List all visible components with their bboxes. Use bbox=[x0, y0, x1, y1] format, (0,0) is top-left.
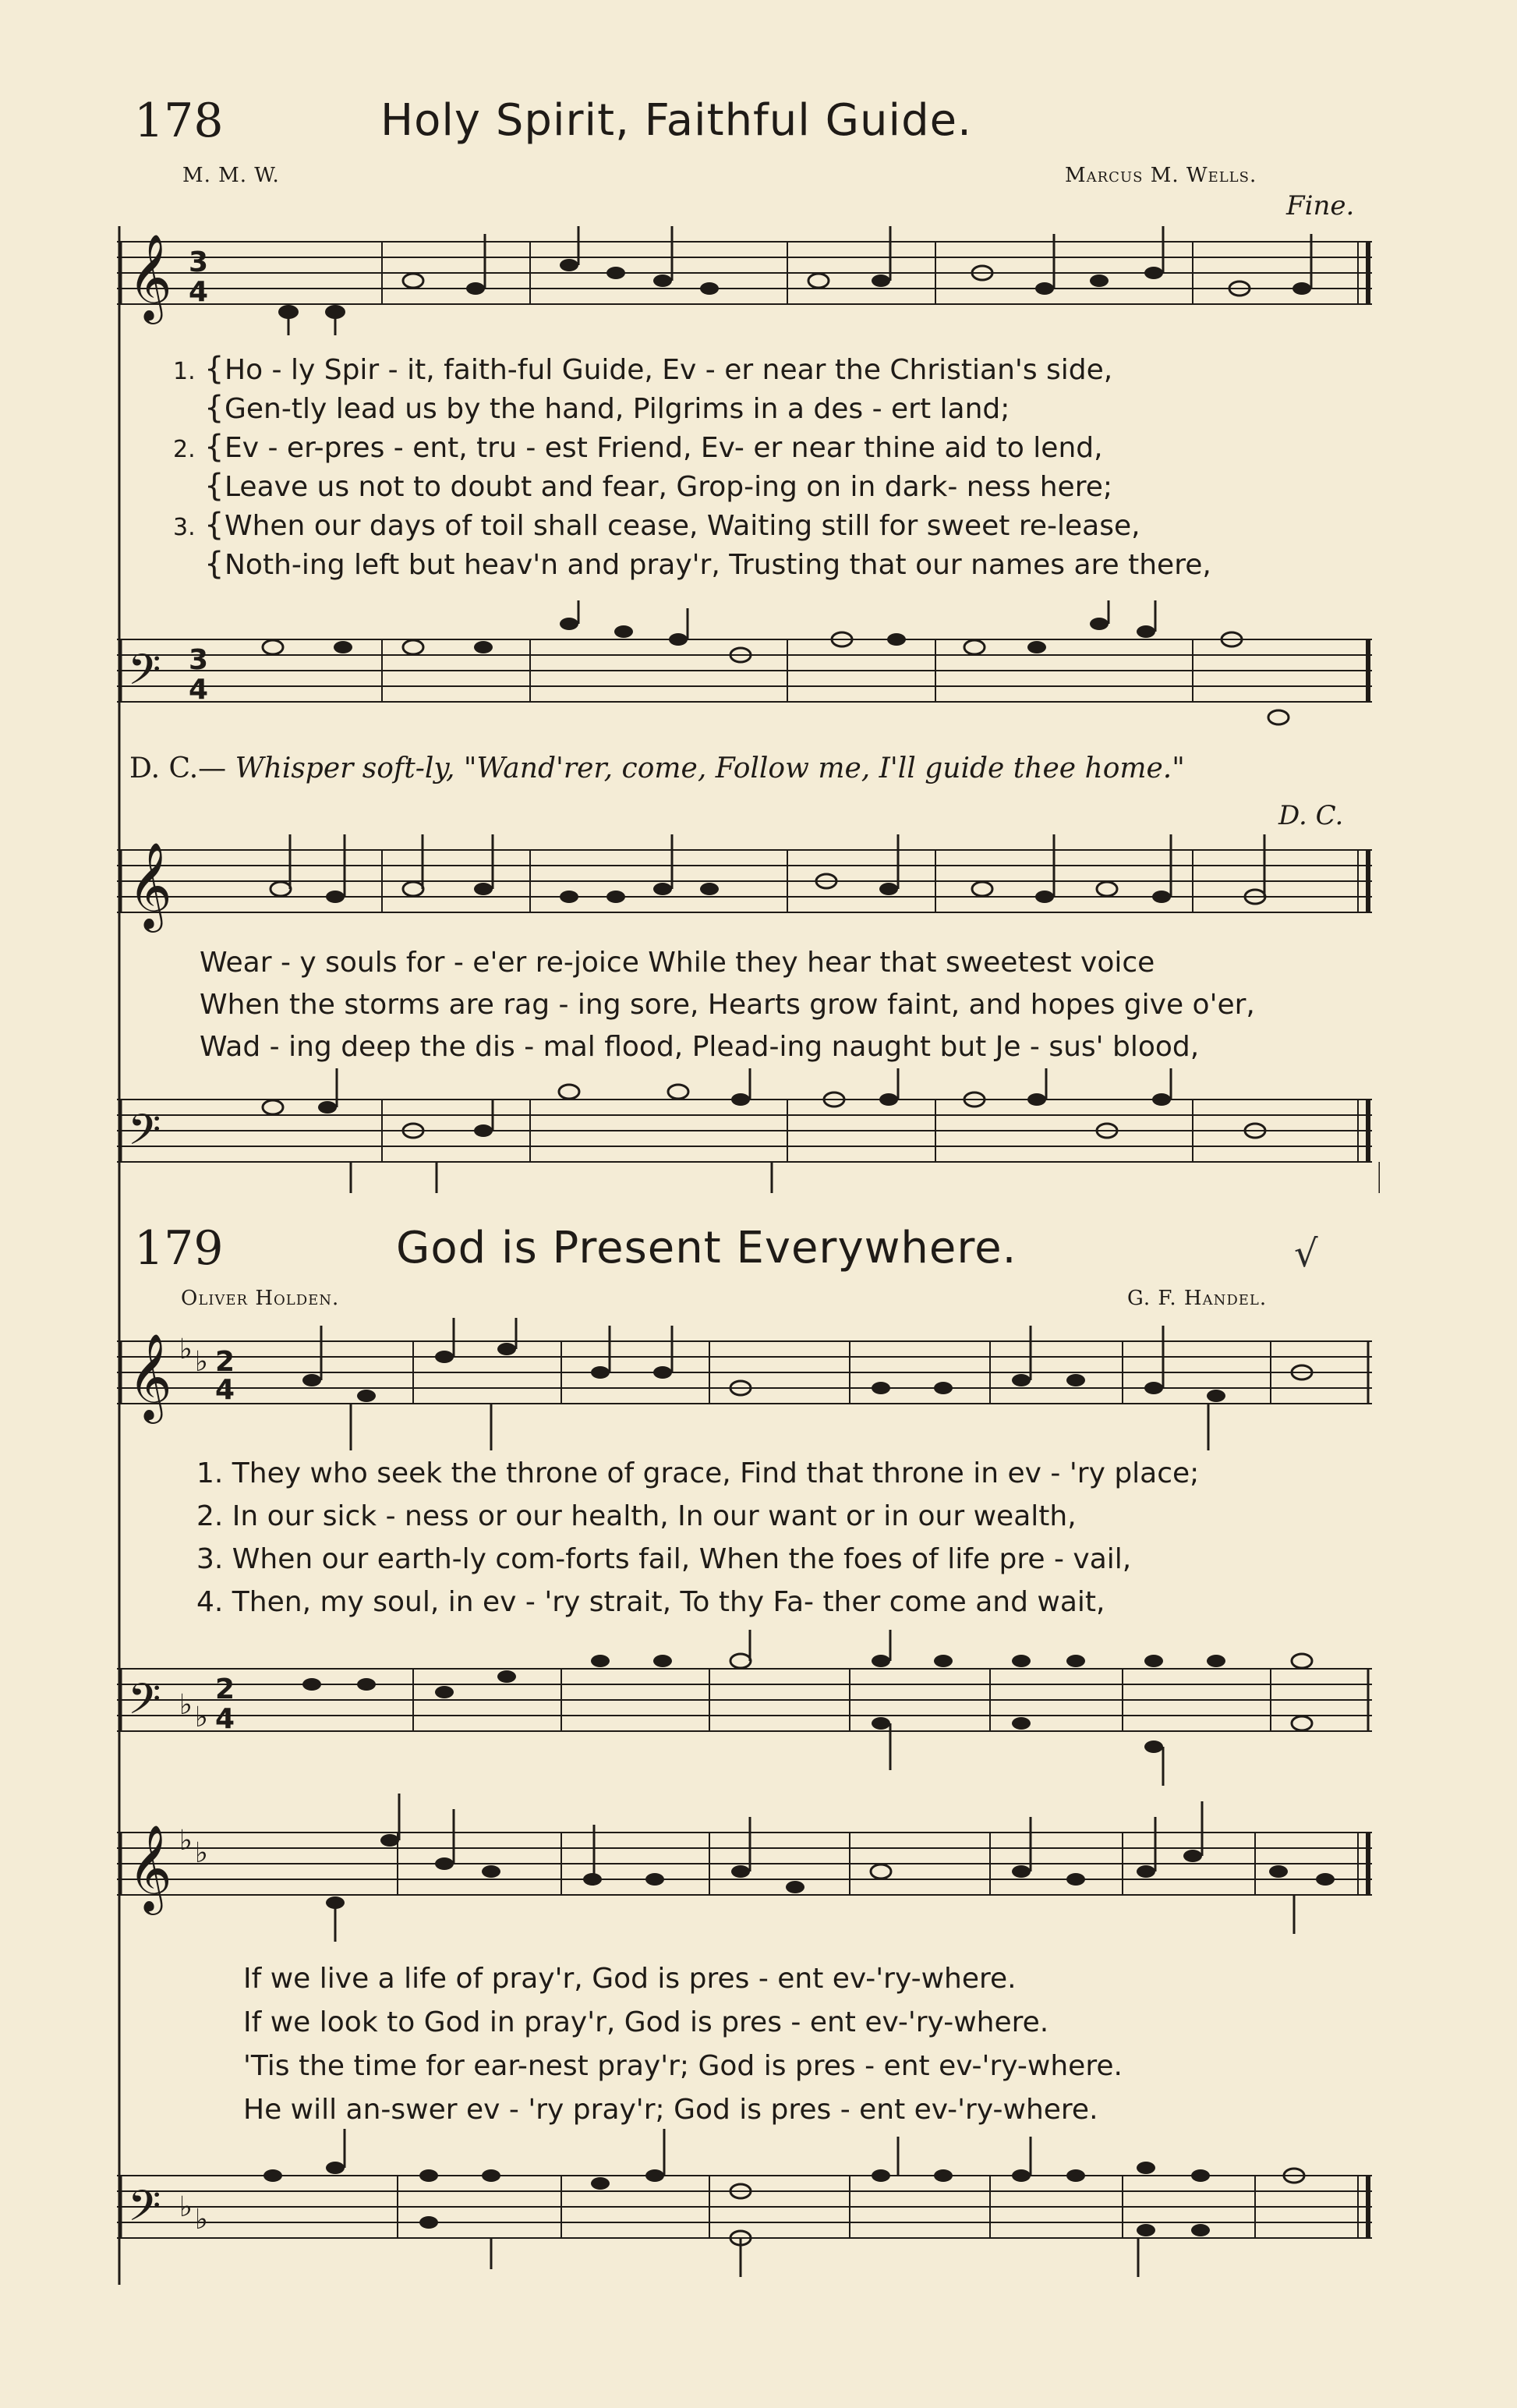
refrain-line-2: When the storms are rag - ing sore, Hearts grow faint, and hopes give o'er, bbox=[200, 989, 1255, 1021]
svg-text:𝄞: 𝄞 bbox=[128, 841, 172, 929]
hymn-178-author: M. M. W. bbox=[182, 164, 280, 187]
hymn-179-refrain bbox=[243, 1957, 1123, 2132]
hymn-178-refrain bbox=[200, 942, 1255, 1068]
staff-179-bass-2 bbox=[117, 2129, 1380, 2285]
svg-text:𝄢: 𝄢 bbox=[128, 645, 161, 705]
lyric-text: When our days of toil shall cease, Waiting still for sweet re-lease, bbox=[225, 510, 1140, 542]
hymn-178-title: Holy Spirit, Faithful Guide. bbox=[380, 95, 972, 146]
verse-number: 3. bbox=[173, 514, 196, 541]
staff-179-treble-1 bbox=[117, 1318, 1380, 1458]
svg-text:♭: ♭ bbox=[195, 1837, 208, 1869]
staff-178-bass-1 bbox=[117, 600, 1380, 733]
svg-text:𝄞: 𝄞 bbox=[128, 1333, 172, 1420]
refrain-line-4: He will an-swer ev - 'ry pray'r; God is pres - ent ev-'ry-where. bbox=[243, 2094, 1098, 2126]
svg-text:♭: ♭ bbox=[179, 1825, 193, 1857]
staff-178-bass-2 bbox=[117, 1068, 1380, 1201]
lyric-text: Ev - er-pres - ent, tru - est Friend, Ev- er near thine aid to lend, bbox=[225, 432, 1103, 464]
svg-text:𝄞: 𝄞 bbox=[128, 233, 172, 320]
checkmark-icon: √ bbox=[1294, 1232, 1318, 1276]
hymn-179-composer: G. F. Handel. bbox=[1127, 1287, 1268, 1310]
svg-text:𝄢: 𝄢 bbox=[128, 1674, 161, 1734]
dc-instruction bbox=[129, 752, 1185, 784]
refrain-line-1: Wear - y souls for - e'er re-joice While they hear that sweetest voice bbox=[200, 947, 1155, 979]
hymn-179-number: 179 bbox=[134, 1221, 224, 1276]
svg-text:𝄞: 𝄞 bbox=[128, 1824, 172, 1911]
lyric-text: Leave us not to doubt and fear, Grop-ing on in dark- ness here; bbox=[225, 471, 1112, 503]
verse-2-line-2: {Leave us not to doubt and fear, Grop-ing on in dark- ness here; bbox=[204, 468, 1112, 504]
svg-text:4: 4 bbox=[215, 1374, 235, 1406]
svg-text:♭: ♭ bbox=[179, 1333, 193, 1365]
refrain-line-2: If we look to God in pray'r, God is pres - ent ev-'ry-where. bbox=[243, 2006, 1049, 2038]
hymn-179-title: God is Present Everywhere. bbox=[396, 1223, 1017, 1273]
svg-text:♭: ♭ bbox=[179, 2191, 193, 2223]
svg-text:4: 4 bbox=[189, 674, 209, 706]
verse-2-line: 2. In our sick - ness or our health, In our want or in our wealth, bbox=[196, 1500, 1077, 1532]
svg-text:♭: ♭ bbox=[195, 1346, 208, 1378]
svg-text:2: 2 bbox=[215, 1673, 235, 1705]
svg-text:2: 2 bbox=[215, 1346, 235, 1378]
refrain-line-3: Wad - ing deep the dis - mal flood, Plead-ing naught but Je - sus' blood, bbox=[200, 1031, 1200, 1063]
staff-178-treble-1 bbox=[117, 226, 1380, 335]
svg-text:𝄢: 𝄢 bbox=[128, 1105, 161, 1165]
verse-1-line: 1. They who seek the throne of grace, Find that throne in ev - 'ry place; bbox=[196, 1457, 1200, 1489]
hymn-178-fine-mark: Fine. bbox=[1286, 190, 1355, 221]
svg-text:𝄢: 𝄢 bbox=[128, 2181, 161, 2241]
svg-text:4: 4 bbox=[215, 1703, 235, 1735]
verse-number: 1. bbox=[173, 358, 196, 385]
staff-179-bass-1 bbox=[117, 1630, 1380, 1786]
verse-2-line-1: 2. {Ev - er-pres - ent, tru - est Friend, Ev- er near thine aid to lend, bbox=[173, 427, 1211, 466]
svg-text:3: 3 bbox=[189, 644, 209, 676]
verse-4-line: 4. Then, my soul, in ev - 'ry strait, To thy Fa- ther come and wait, bbox=[196, 1586, 1105, 1618]
verse-3-line-1: 3. {When our days of toil shall cease, Waiting still for sweet re-lease, bbox=[173, 505, 1211, 544]
refrain-line-3: 'Tis the time for ear-nest pray'r; God is pres - ent ev-'ry-where. bbox=[243, 2050, 1123, 2082]
lyric-text: Noth-ing left but heav'n and pray'r, Trusting that our names are there, bbox=[225, 549, 1211, 581]
left-margin-rule bbox=[117, 226, 122, 2285]
dc-label: D. C.— bbox=[129, 752, 227, 784]
hymn-178-number: 178 bbox=[134, 94, 224, 148]
lyric-text: Ho - ly Spir - it, faith-ful Guide, Ev - er near the Christian's side, bbox=[225, 354, 1113, 386]
svg-text:♭: ♭ bbox=[195, 2204, 208, 2236]
svg-text:3: 3 bbox=[189, 246, 209, 278]
hymn-179-author: Oliver Holden. bbox=[181, 1287, 340, 1310]
refrain-line-1: If we live a life of pray'r, God is pres - ent ev-'ry-where. bbox=[243, 1963, 1017, 1995]
verse-1-line-2: {Gen-tly lead us by the hand, Pilgrims in a des - ert land; bbox=[204, 390, 1010, 426]
verse-3-line-2: {Noth-ing left but heav'n and pray'r, Trusting that our names are there, bbox=[204, 546, 1211, 582]
lyric-text: Gen-tly lead us by the hand, Pilgrims in a des - ert land; bbox=[225, 393, 1010, 425]
svg-text:♭: ♭ bbox=[179, 1689, 193, 1721]
verse-3-line: 3. When our earth-ly com-forts fail, When the foes of life pre - vail, bbox=[196, 1543, 1132, 1575]
hymn-179-verses bbox=[196, 1452, 1199, 1624]
staff-178-treble-2 bbox=[117, 827, 1380, 944]
svg-text:4: 4 bbox=[189, 276, 209, 308]
dc-text: Whisper soft-ly, "Wand'rer, come, Follow me, I'll guide thee home." bbox=[235, 752, 1185, 784]
svg-text:♭: ♭ bbox=[195, 1702, 208, 1733]
verse-number: 2. bbox=[173, 436, 196, 463]
dc-mark: D. C. bbox=[1278, 800, 1344, 831]
hymn-178-verses bbox=[173, 349, 1211, 583]
hymn-178-composer: Marcus M. Wells. bbox=[1065, 164, 1257, 187]
staff-179-treble-2 bbox=[117, 1794, 1380, 1942]
verse-1-line-1: 1. {Ho - ly Spir - it, faith-ful Guide, Ev - er near the Christian's side, bbox=[173, 349, 1211, 388]
